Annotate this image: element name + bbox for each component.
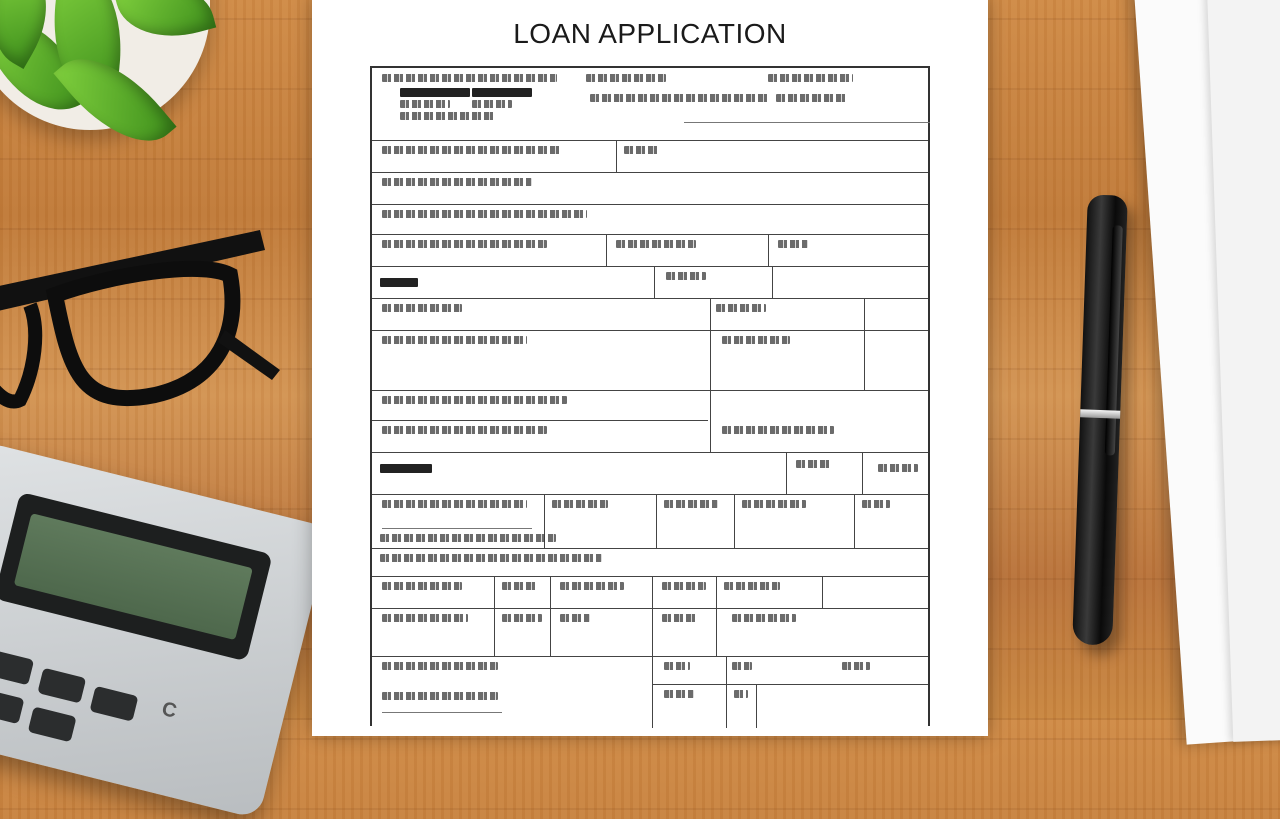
form-col-divider [652, 576, 653, 728]
form-col-divider [550, 576, 551, 656]
pen-ring [1080, 409, 1120, 418]
form-label-mark [382, 336, 527, 344]
form-underline [382, 712, 502, 713]
calculator-key [0, 649, 34, 685]
form-col-divider [854, 494, 855, 548]
form-label-mark [734, 690, 748, 698]
form-label-mark [472, 100, 512, 108]
form-row-divider [372, 420, 708, 421]
form-label-mark [382, 662, 498, 670]
form-col-divider [786, 452, 787, 494]
form-row-divider [372, 548, 928, 549]
form-label-mark [732, 662, 752, 670]
form-label-mark [590, 94, 770, 102]
calculator-display [0, 492, 273, 662]
form-label-mark [382, 426, 547, 434]
form-label-mark [382, 146, 562, 154]
calculator-key [37, 668, 86, 704]
form-label-mark [380, 464, 432, 473]
form-label-mark [724, 582, 780, 590]
form-label-mark [842, 662, 870, 670]
form-label-mark [560, 582, 624, 590]
form-col-divider [656, 494, 657, 548]
form-col-divider [756, 684, 757, 728]
form-label-mark [400, 112, 495, 120]
loan-application-document [312, 0, 988, 736]
form-label-mark [664, 500, 718, 508]
calculator-key [28, 706, 77, 742]
form-col-divider [494, 576, 495, 656]
form-col-divider [772, 266, 773, 298]
form-col-divider [710, 298, 711, 452]
form-label-mark [732, 614, 796, 622]
form-label-mark [502, 614, 542, 622]
form-label-mark [382, 582, 462, 590]
eyeglasses [0, 220, 290, 440]
calculator-brand: C [159, 697, 179, 723]
form-col-divider [606, 234, 607, 266]
form-label-mark [778, 240, 808, 248]
calculator-key [89, 686, 138, 722]
form-col-divider [654, 266, 655, 298]
form-label-mark [878, 464, 918, 472]
form-label-mark [666, 272, 706, 280]
form-col-divider [862, 452, 863, 494]
form-label-mark [722, 426, 834, 434]
form-col-divider [726, 656, 727, 728]
form-label-mark [382, 178, 532, 186]
form-label-mark [776, 94, 846, 102]
form-label-mark [400, 88, 470, 97]
form-label-mark [380, 554, 602, 562]
form-label-mark [616, 240, 696, 248]
form-label-mark [382, 210, 587, 218]
form-label-mark [560, 614, 590, 622]
form-row-divider [372, 266, 928, 267]
form-col-divider [734, 494, 735, 548]
form-label-mark [380, 534, 556, 542]
form-label-mark [380, 278, 418, 287]
form-label-mark [662, 582, 706, 590]
form-row-divider [372, 204, 928, 205]
form-label-mark [382, 240, 547, 248]
form-row-divider [372, 576, 928, 577]
form-label-mark [382, 304, 462, 312]
calculator-key [0, 688, 24, 724]
form-row-divider [372, 330, 928, 331]
calculator-lcd [14, 513, 253, 640]
calculator [0, 441, 331, 819]
form-label-mark [552, 500, 608, 508]
form-label-mark [382, 74, 557, 82]
form-col-divider [768, 234, 769, 266]
form-row-divider [372, 390, 928, 391]
form-underline [684, 122, 930, 123]
form-row-divider [372, 140, 928, 141]
form-label-mark [768, 74, 853, 82]
form-label-mark [716, 304, 766, 312]
form-underline [382, 528, 532, 529]
form-label-mark [382, 500, 527, 508]
application-form-grid [370, 66, 930, 726]
form-label-mark [382, 692, 498, 700]
form-label-mark [664, 690, 694, 698]
pen-clip [1105, 225, 1123, 455]
form-label-mark [472, 88, 532, 97]
form-col-divider [864, 298, 865, 390]
form-label-mark [624, 146, 660, 154]
form-label-mark [382, 396, 567, 404]
form-label-mark [742, 500, 806, 508]
form-row-divider [372, 608, 928, 609]
form-label-mark [586, 74, 666, 82]
form-col-divider [716, 576, 717, 656]
form-label-mark [664, 662, 690, 670]
form-row-divider [372, 494, 928, 495]
form-row-divider [372, 298, 928, 299]
form-row-divider [372, 452, 928, 453]
form-row-divider [372, 234, 928, 235]
form-label-mark [862, 500, 890, 508]
form-label-mark [662, 614, 698, 622]
form-label-mark [722, 336, 790, 344]
form-row-divider [372, 656, 928, 657]
form-row-divider [372, 172, 928, 173]
form-row-divider [652, 684, 928, 685]
form-label-mark [502, 582, 538, 590]
form-label-mark [400, 100, 450, 108]
form-label-mark [796, 460, 830, 468]
document-title: LOAN APPLICATION [513, 18, 787, 49]
form-label-mark [382, 614, 468, 622]
form-col-divider [822, 576, 823, 608]
pen [1072, 194, 1128, 645]
form-col-divider [616, 140, 617, 172]
